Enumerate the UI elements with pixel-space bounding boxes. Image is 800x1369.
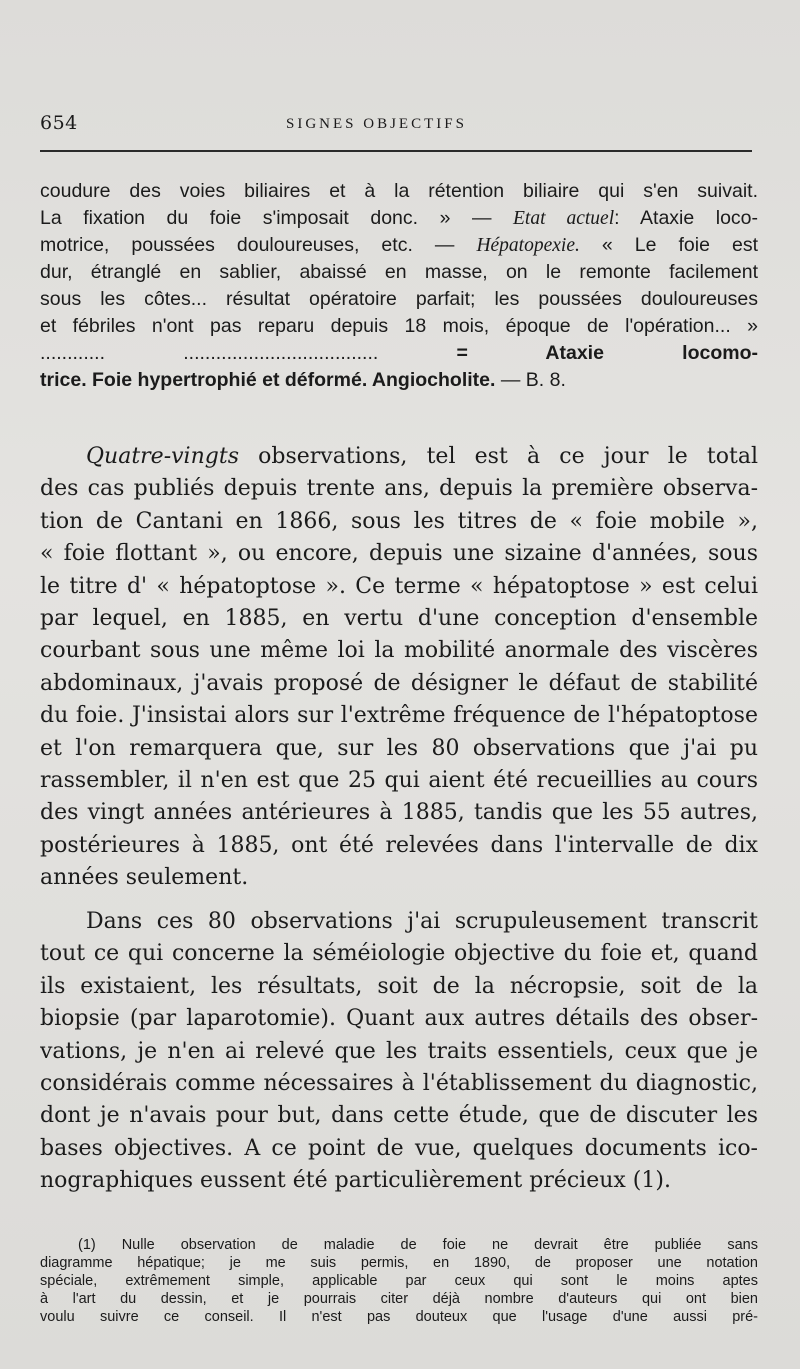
quote-line: dur, étranglé en sablier, abaissé en masse, on le remonte facilement — [40, 261, 758, 283]
paragraph-line: Quatre-vingts observations, tel est à ce jour le total — [86, 444, 758, 469]
paragraph-2 — [40, 906, 758, 1198]
paragraph-line: des vingt années antérieures à 1885, tandis que les 55 autres, — [40, 800, 758, 826]
quoted-observation — [40, 178, 758, 394]
paragraph-line: par lequel, en 1885, en vertu d'une conception d'ensemble — [40, 605, 758, 631]
quote-line: coudure des voies biliaires et à la rétention biliaire qui s'en suivait. — [40, 180, 758, 202]
quote-line — [40, 367, 758, 394]
paragraph-line: tion de Cantani en 1866, sous les titres de « foie mobile », — [40, 508, 758, 534]
paragraph-1 — [40, 441, 758, 894]
paragraph-line: et l'on remarquera que, sur les 80 observations que j'ai pu — [40, 735, 758, 761]
case-reference: — B. 8. — [495, 369, 566, 391]
paragraph-line: années seulement. — [40, 865, 249, 891]
paragraph-line: ils existaient, les résultats, soit de la nécropsie, soit de la — [40, 973, 758, 999]
paragraph-line: bases objectives. A ce point de vue, quelques documents ico- — [40, 1135, 758, 1161]
quote-line: sous les côtes... résultat opératoire parfait; les poussées douloureuses — [40, 288, 758, 310]
footnote-line: à l'art du dessin, et je pourrais citer déjà nombre d'auteurs qui ont bien — [40, 1291, 758, 1307]
quote-line: ............ .................................... = Ataxie locomo- — [40, 342, 758, 364]
header-rule — [40, 150, 752, 152]
paragraph-line: courbant sous une même loi la mobilité anormale des viscères — [40, 638, 758, 664]
hepatopexie-label: Hépatopexie. — [476, 235, 580, 256]
paragraph-line: considérais comme nécessaires à l'établissement du diagnostic, — [40, 1070, 758, 1096]
paragraph-line: vations, je n'en ai relevé que les traits essentiels, ceux que je — [40, 1038, 758, 1064]
quote-line: La fixation du foie s'imposait donc. » — Etat actuel: Ataxie loco- — [40, 207, 758, 229]
quote-line: et fébriles n'ont pas reparu depuis 18 mois, époque de l'opération... » — [40, 315, 758, 337]
paragraph-line: rassembler, il n'en est que 25 qui aient été recueillies au cours — [40, 767, 758, 793]
etat-actuel-label: Etat actuel — [513, 208, 615, 229]
footnote-line: (1) Nulle observation de maladie de foie ne devrait être publiée sans — [78, 1237, 758, 1253]
paragraph-line: abdominaux, j'avais proposé de désigner le défaut de stabilité — [40, 670, 758, 696]
paragraph-line: « foie flottant », ou encore, depuis une sizaine d'années, sous — [40, 541, 758, 567]
diagnosis-bold: trice. Foie hypertrophié et déformé. Angiocholite. — [40, 369, 496, 391]
footnote-line: diagramme hépatique; je me suis permis, en 1890, de proposer une notation — [40, 1255, 758, 1271]
paragraph-line: biopsie (par laparotomie). Quant aux autres détails des obser- — [40, 1006, 758, 1032]
paragraph-line: Dans ces 80 observations j'ai scrupuleusement transcrit — [86, 909, 758, 934]
paragraph-line: postérieures à 1885, ont été relevées dans l'intervalle de dix — [40, 832, 758, 858]
page-number: 654 — [40, 112, 78, 134]
paragraph-line: nographiques eussent été particulièrement précieux (1). — [40, 1168, 671, 1194]
diagnosis-bold: = Ataxie locomo- — [378, 342, 758, 364]
footnote-line: voulu suivre ce conseil. Il n'est pas douteux que l'usage d'une aussi pré- — [40, 1309, 758, 1325]
running-head: SIGNES OBJECTIFS — [286, 116, 467, 132]
footnote — [40, 1236, 758, 1326]
paragraph-line: le titre d' « hépatoptose ». Ce terme « hépatoptose » est celui — [40, 573, 758, 599]
paragraph-line: du foie. J'insistai alors sur l'extrême fréquence de l'hépatoptose — [40, 703, 758, 729]
paragraph-line: tout ce qui concerne la séméiologie objective du foie et, quand — [40, 941, 758, 967]
quote-line: motrice, poussées douloureuses, etc. — Hépatopexie. « Le foie est — [40, 234, 758, 256]
paragraph-line: dont je n'avais pour but, dans cette étude, que de discuter les — [40, 1103, 758, 1129]
page-header — [40, 112, 752, 142]
paragraph-line: des cas publiés depuis trente ans, depuis la première observa- — [40, 476, 758, 502]
lead-italic: Quatre-vingts — [86, 444, 239, 469]
footnote-line: spéciale, extrêmement simple, applicable par ceux qui sont le moins aptes — [40, 1273, 758, 1289]
